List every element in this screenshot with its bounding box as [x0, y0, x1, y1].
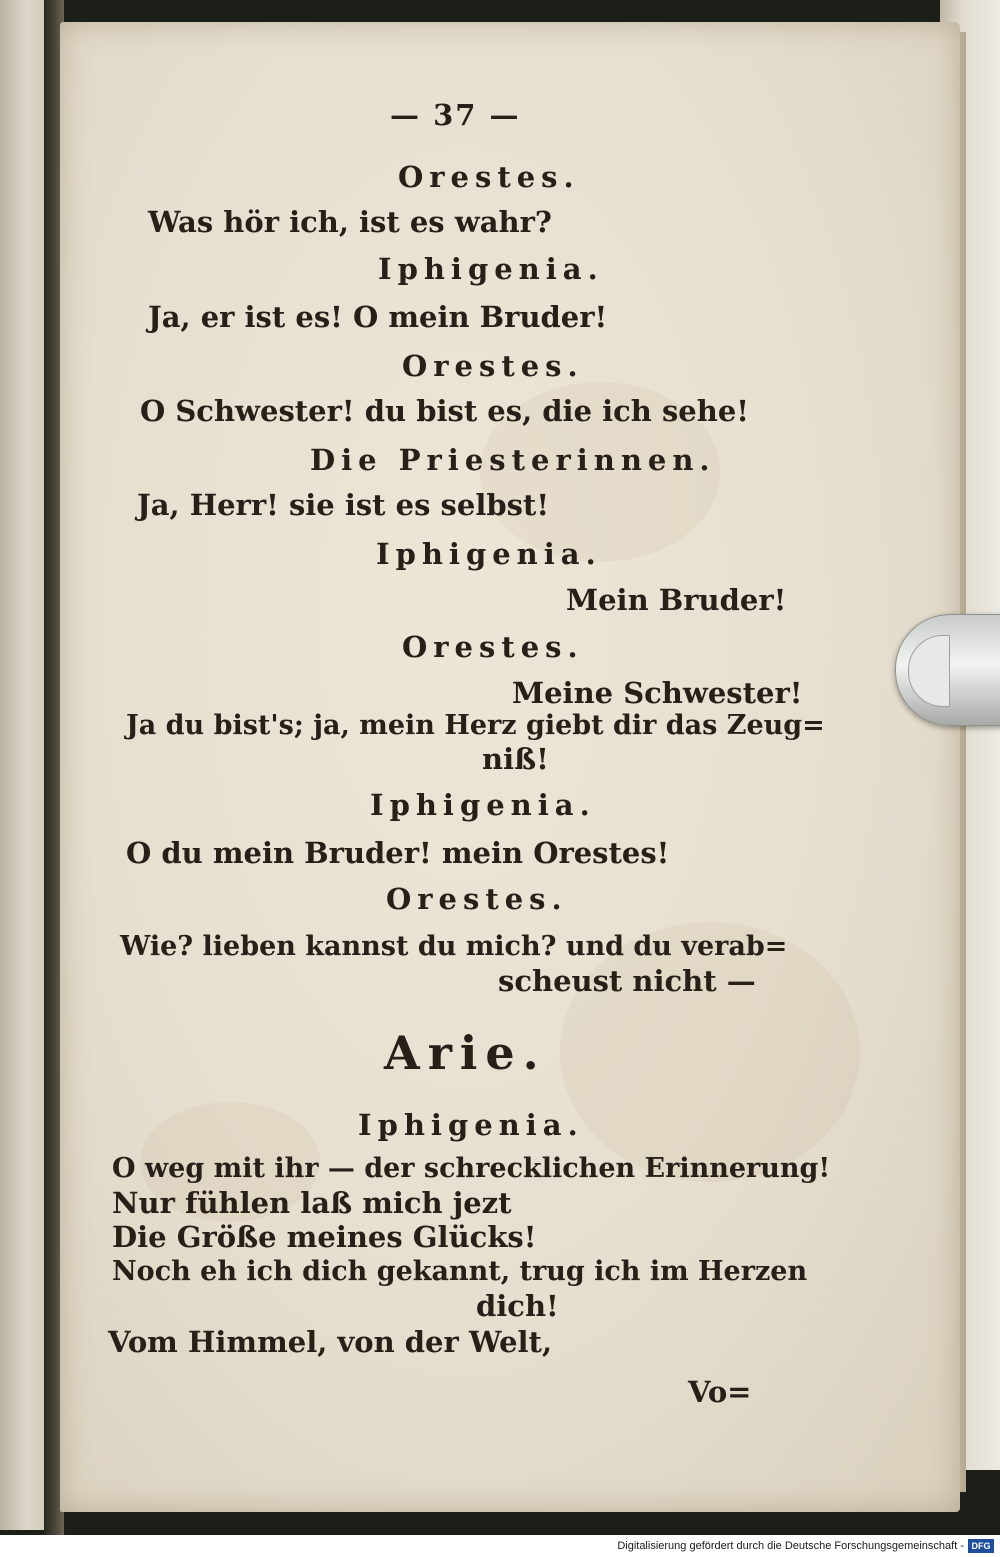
catchword: Vo=	[688, 1375, 752, 1409]
verse-line: Wie? lieben kannst du mich? und du verab=	[120, 931, 788, 962]
speaker-label: Die Priesterinnen.	[310, 443, 716, 477]
verse-line: Was hör ich, ist es wahr?	[148, 205, 552, 239]
digitization-footer	[0, 1535, 1000, 1557]
speaker-label: Iphigenia.	[376, 537, 602, 571]
dfg-logo: DFG	[968, 1539, 994, 1553]
speaker-label: Iphigenia.	[378, 252, 604, 286]
speaker-label: Orestes.	[402, 630, 584, 664]
verse-line: Vom Himmel, von der Welt,	[108, 1325, 553, 1359]
speaker-label: Orestes.	[398, 160, 580, 194]
verse-line: O du mein Bruder! mein Orestes!	[126, 836, 670, 870]
speaker-label: Orestes.	[386, 882, 568, 916]
verse-line: O Schwester! du bist es, die ich sehe!	[140, 394, 750, 428]
verse-line: dich!	[476, 1289, 559, 1323]
verse-line: Noch eh ich dich gekannt, trug ich im Herzen	[112, 1256, 808, 1287]
previous-page-edge	[0, 0, 46, 1530]
verse-line: O weg mit ihr — der schrecklichen Erinnerung!	[112, 1153, 831, 1184]
verse-line: scheust nicht —	[498, 964, 756, 998]
verse-line: Ja, Herr! sie ist es selbst!	[137, 488, 550, 522]
footer-credit: Digitalisierung gefördert durch die Deutsche Forschungsgemeinschaft -	[617, 1540, 964, 1552]
page-clip-inner	[908, 635, 950, 707]
verse-line: Nur fühlen laß mich jezt	[112, 1186, 512, 1220]
page-number: — 37 —	[390, 98, 521, 132]
verse-line: Mein Bruder!	[566, 583, 787, 617]
verse-line: Ja du bist's; ja, mein Herz giebt dir das Zeug=	[126, 710, 825, 741]
speaker-label: Iphigenia.	[358, 1108, 584, 1142]
page-clip	[895, 614, 1000, 726]
verse-line: niß!	[482, 742, 549, 776]
speaker-label: Orestes.	[402, 349, 584, 383]
verse-line: Meine Schwester!	[512, 676, 803, 710]
verse-line: Ja, er ist es! O mein Bruder!	[148, 300, 608, 334]
section-heading: Arie.	[384, 1026, 547, 1080]
speaker-label: Iphigenia.	[370, 788, 596, 822]
verse-line: Die Größe meines Glücks!	[112, 1220, 537, 1254]
